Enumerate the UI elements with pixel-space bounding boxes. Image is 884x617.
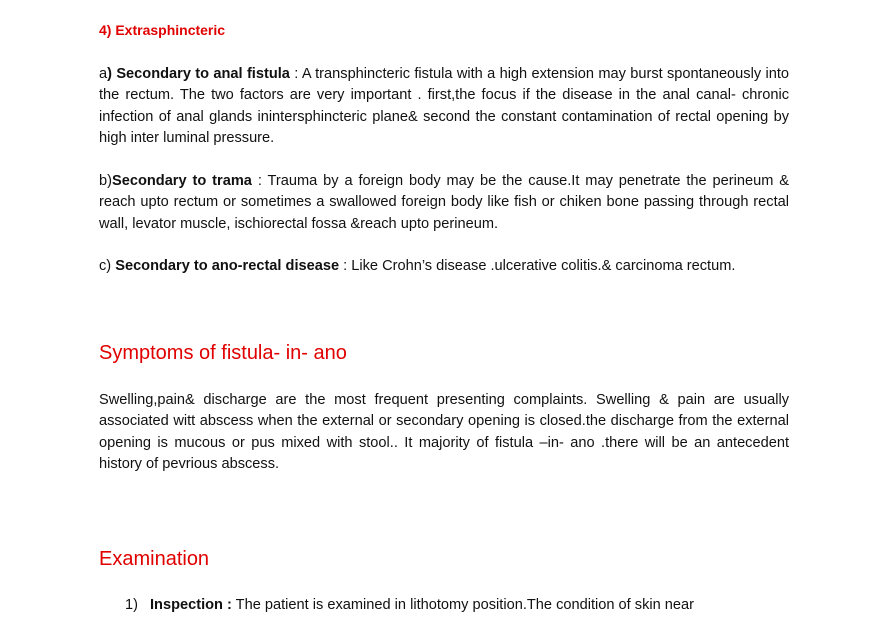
item-b-text: : Trauma by a foreign body may be the cause.It may penetrate the perineum & reach upto rectum or sometimes a swallowed foreign body like fish or chiken bone passing through rectal wall, levator muscle, ischiorectal fossa &reach upto perineum. [99,173,789,232]
extrasphincteric-heading: 4) Extrasphincteric [99,22,226,38]
item-b-bold-label: Secondary to trama [111,173,252,189]
symptoms-heading: Symptoms of fistula- in- ano [99,342,347,364]
symptoms-paragraph: Swelling,pain& discharge are the most frequent presenting complaints. Swelling & pain are usually associated witt abscess when the external or secondary opening is closed.the discharge from the external opening is mucous or pus mixed with stool.. It majority of fistula –in- ano .there will be an antecedent history of pevrious abscess. [99,392,789,472]
list-item-number: 1) [125,597,138,613]
item-c-text: : Like Crohn’s disease .ulcerative colitis.& carcinoma rectum. [339,258,736,274]
item-a-text: : A transphincteric fistula with a high extension may burst spontaneously into the rectum. The two factors are very important . first,the focus if the disease in the anal canal- chronic infection of anal glands inintersphincteric plane& second the constant contamination of rectal opening by high inter luminal pressure. [99,66,789,146]
inspection-bold-label: Inspection : [149,597,232,613]
inspection-text: The patient is examined in lithotomy position.The condition of skin near [231,597,695,613]
paragraph-secondary-to-anal-fistula [99,64,789,149]
item-b-prefix: b) [99,173,112,189]
item-a-bold-label: ) Secondary to anal fistula [107,66,290,82]
paragraph-secondary-to-trauma [99,171,789,235]
examination-heading: Examination [99,548,210,570]
item-c-prefix: c) [99,258,116,274]
examination-list-item-inspection [125,595,789,616]
item-c-bold-label: Secondary to ano-rectal disease [115,258,340,274]
item-a-prefix: a [99,66,108,82]
paragraph-secondary-to-anorectal-disease [99,256,789,277]
